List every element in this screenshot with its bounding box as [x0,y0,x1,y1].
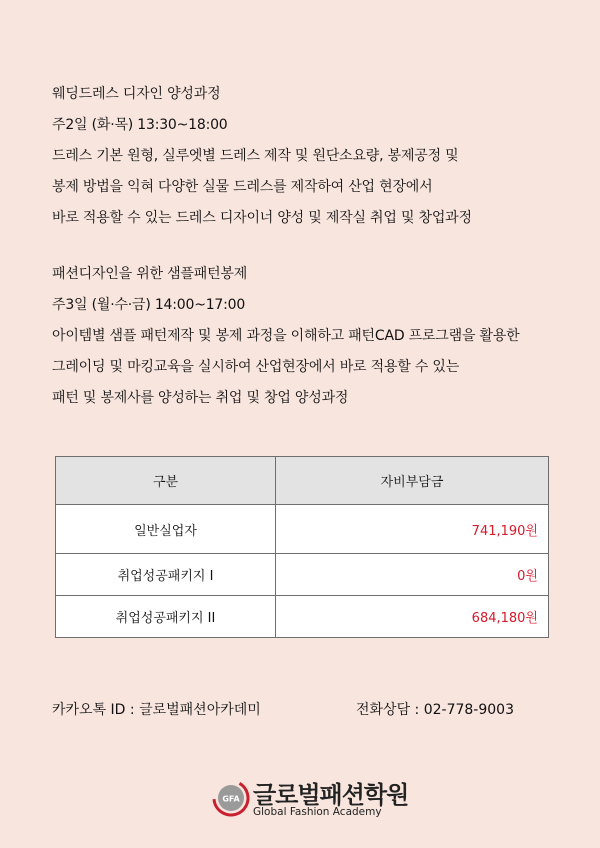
table-header-row [56,457,549,505]
course-title: 웨딩드레스 디자인 양성과정 [52,86,221,102]
phone-contact: 전화상담 : 02-778-9003 [356,702,514,718]
course-title: 패션디자인을 위한 샘플패턴봉제 [52,266,248,282]
course-sample-pattern [52,259,520,414]
course-schedule: 주3일 (월·수·금) 14:00~17:00 [52,297,246,313]
row-category: 일반실업자 [56,505,276,554]
course-description-line: 그레이딩 및 마킹교육을 실시하여 산업현장에서 바로 적용할 수 있는 [52,359,460,375]
row-category: 취업성공패키지 I [56,554,276,596]
row-amount: 684,180원 [276,596,549,638]
logo-name-english: Global Fashion Academy [253,806,382,818]
table-row [56,554,549,596]
table-row [56,596,549,638]
course-description-line: 패턴 및 봉제사를 양성하는 취업 및 창업 양성과정 [52,390,349,406]
course-wedding-dress [52,79,472,234]
gfa-emblem-icon [212,779,250,817]
academy-logo [212,775,412,825]
course-description-line: 아이템별 샘플 패턴제작 및 봉제 과정을 이해하고 패턴CAD 프로그램을 활용한 [52,328,520,344]
header-category: 구분 [56,457,276,505]
row-amount: 0원 [276,554,549,596]
course-description-line: 봉제 방법을 익혀 다양한 실물 드레스를 제작하여 산업 현장에서 [52,179,433,195]
kakao-contact: 카카오톡 ID : 글로벌패션아카데미 [52,702,261,718]
logo-name-korean: 글로벌패션학원 [253,781,409,809]
fee-table [55,456,549,638]
course-description-line: 바로 적용할 수 있는 드레스 디자이너 양성 및 제작실 취업 및 창업과정 [52,210,472,226]
header-amount: 자비부담금 [276,457,549,505]
row-category: 취업성공패키지 II [56,596,276,638]
course-schedule: 주2일 (화·목) 13:30~18:00 [52,117,228,133]
table-row [56,505,549,554]
row-amount: 741,190원 [276,505,549,554]
logo-mark-text: GFA [222,794,240,804]
course-description-line: 드레스 기본 원형, 실루엣별 드레스 제작 및 원단소요량, 봉제공정 및 [52,148,459,164]
